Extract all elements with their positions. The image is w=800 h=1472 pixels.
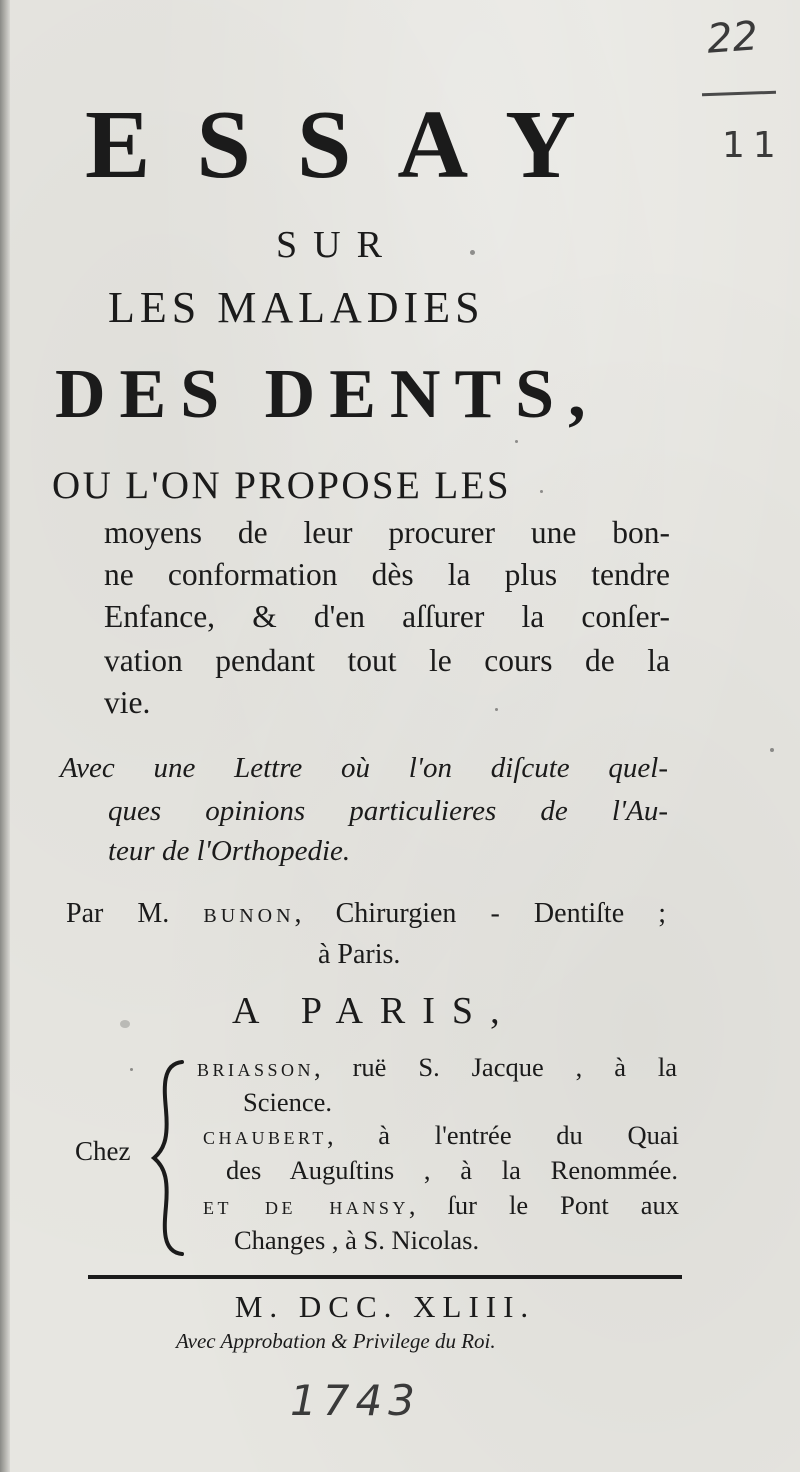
publisher-brace (150, 1058, 192, 1258)
imprint-rule (88, 1275, 682, 1279)
publisher-line (197, 1054, 677, 1081)
subtitle-line: vie. (104, 685, 151, 720)
subtitle-line: Enfance, & d'en aſſurer la conſer- (104, 599, 670, 634)
paper-speck (130, 1068, 133, 1071)
publisher-address: , ruë S. Jacque , à la (314, 1052, 677, 1082)
imprint-city: A PARIS, (232, 990, 517, 1032)
shelf-mark-rule (702, 91, 776, 97)
title-line-dents: DES DENTS, (55, 356, 600, 433)
page-edge-shadow (0, 0, 10, 1472)
author-name: BUNON (203, 905, 295, 927)
publisher-address: , à l'entrée du Quai (326, 1120, 679, 1150)
paper-speck (120, 1020, 130, 1028)
shelf-mark-top: 22 (705, 13, 760, 63)
publisher-name: ET DE HANSY (203, 1198, 409, 1218)
publisher-line (203, 1192, 679, 1219)
paper-speck (770, 748, 774, 752)
privilege-line: Avec Approbation & Privilege du Roi. (176, 1329, 496, 1353)
publisher-name: CHAUBERT (203, 1128, 327, 1148)
title-line-sur: SUR (276, 224, 398, 266)
author-location: à Paris. (318, 939, 401, 970)
title-line-essay: ESSAY (85, 91, 622, 199)
paper-speck (540, 490, 543, 493)
letter-note-line: Avec une Lettre où l'on diſcute quel- (60, 752, 668, 784)
chez-label: Chez (75, 1136, 131, 1166)
paper-speck (470, 250, 475, 255)
author-line (66, 900, 666, 928)
subtitle-caps-line: OU L'ON PROPOSE LES (52, 464, 511, 507)
letter-note-line: teur de l'Orthopedie. (108, 835, 351, 867)
author-suffix: , Chirurgien - Dentiſte ; (294, 898, 666, 929)
imprint-date: M. DCC. XLIII. (234, 1289, 536, 1324)
publisher-address: des Auguſtins , à la Renommée. (226, 1155, 678, 1185)
subtitle-line: vation pendant tout le cours de la (104, 643, 670, 678)
publisher-line (226, 1157, 678, 1184)
publisher-address: Science. (243, 1087, 333, 1117)
publisher-address: , ſur le Pont aux (408, 1190, 679, 1220)
paper-speck (515, 440, 518, 443)
shelf-mark-bottom: 11 (722, 125, 784, 166)
subtitle-line: ne conformation dès la plus tendre (104, 557, 670, 592)
letter-note-line: ques opinions particulieres de l'Au- (108, 795, 668, 827)
publisher-address: Changes , à S. Nicolas. (234, 1225, 480, 1255)
title-line-maladies: LES MALADIES (108, 283, 485, 332)
publisher-line (234, 1227, 479, 1254)
publisher-line (203, 1122, 679, 1149)
handwritten-year: 1743 (290, 1376, 421, 1425)
paper-speck (495, 708, 498, 711)
publisher-name: BRIASSON (197, 1060, 315, 1080)
subtitle-line: moyens de leur procurer une bon- (104, 515, 670, 550)
publisher-line (243, 1089, 332, 1116)
author-prefix: Par M. (66, 898, 170, 929)
